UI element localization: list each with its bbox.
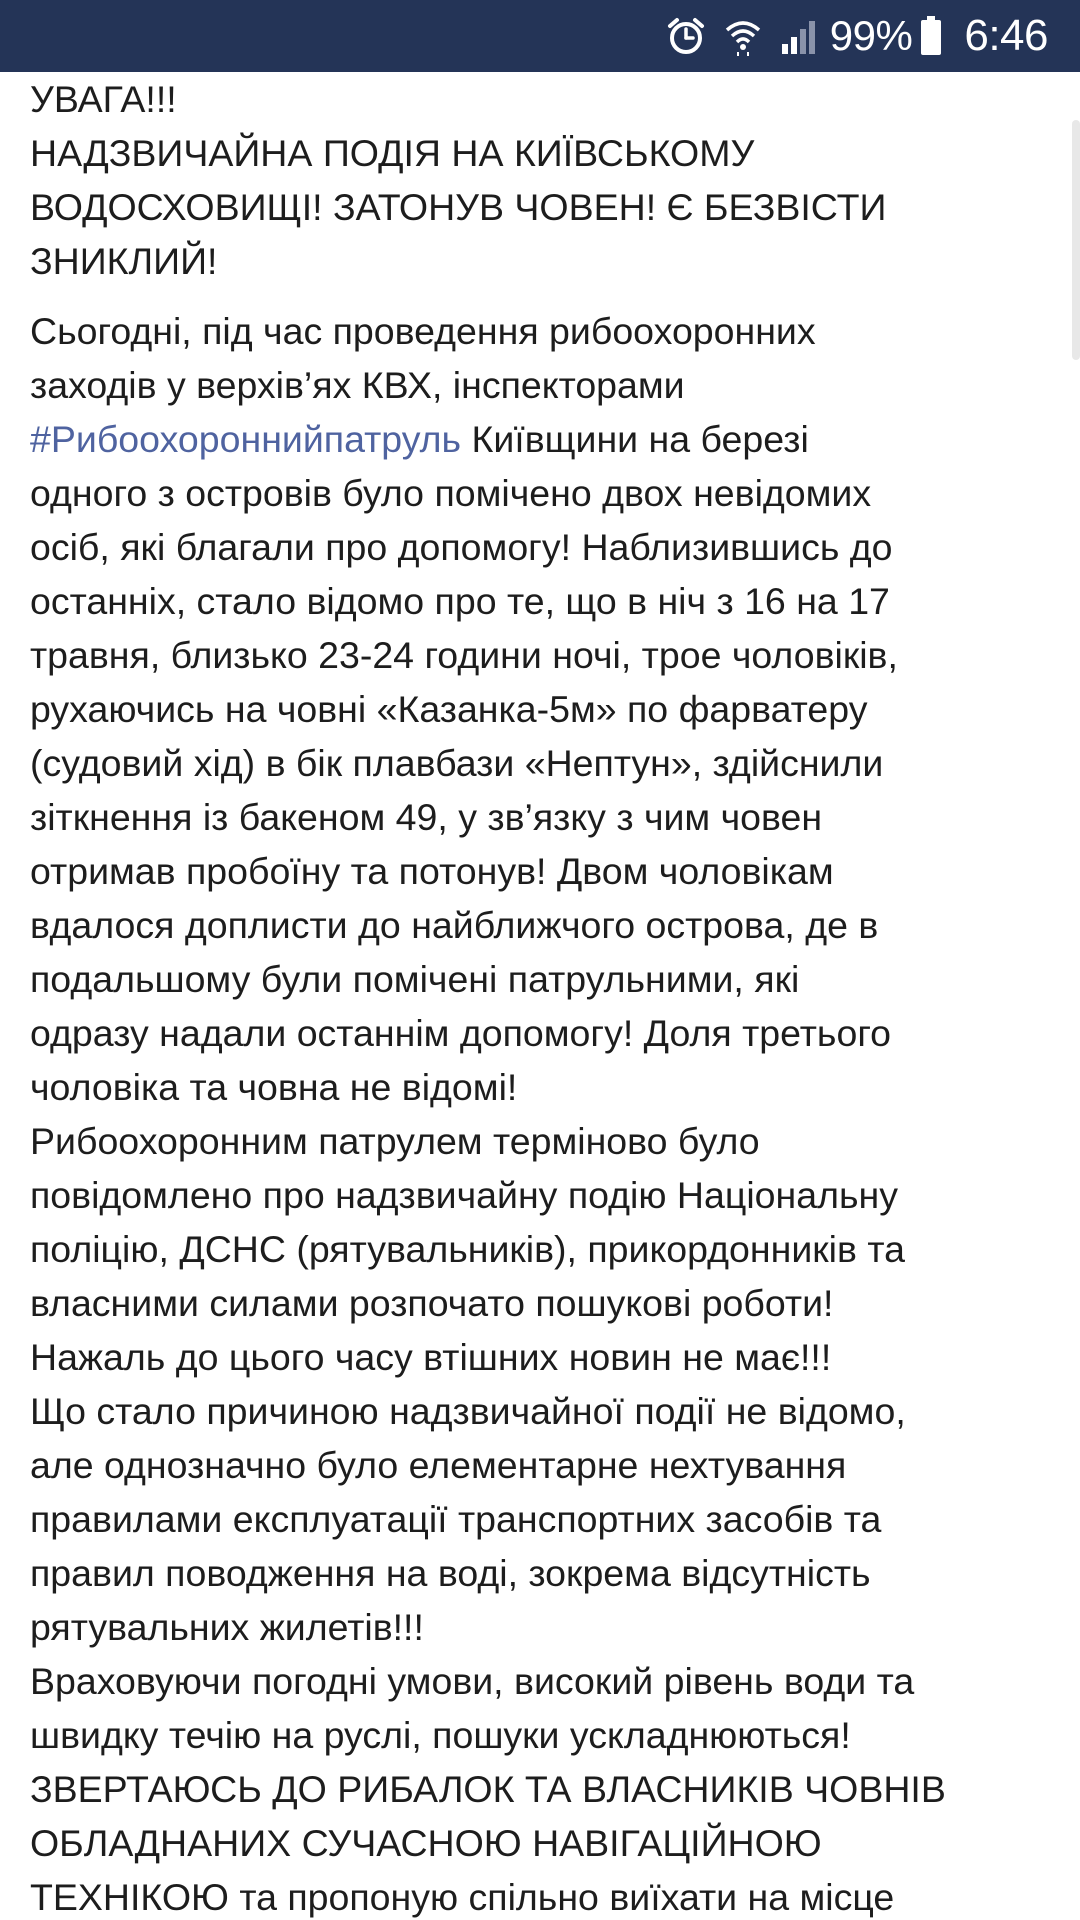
body-line: зіткнення із бакеном 49, у зв’язку з чим човен (30, 796, 823, 838)
body-line: Нажаль до цього часу втішних новин не має!!! (30, 1336, 832, 1378)
clock-time: 6:46 (964, 11, 1048, 60)
body-line: одного з островів було помічено двох невідомих (30, 472, 872, 514)
body-line: ТЕХНІКОЮ та пропоную спільно виїхати на місце (30, 1876, 895, 1918)
body-line: Враховуючи погодні умови, високий рівень води та (30, 1660, 915, 1702)
battery-icon (920, 16, 942, 56)
headline-line: УВАГА!!! (30, 78, 177, 120)
body-line: власними силами розпочато пошукові роботи! (30, 1282, 834, 1324)
body-lines (30, 466, 1060, 1920)
body-line: Сьогодні, під час проведення рибоохоронних (30, 310, 816, 352)
post-body (30, 304, 1060, 1920)
scrollbar[interactable] (1072, 120, 1080, 360)
body-line: останніх, стало відомо про те, що в ніч з 16 на 17 (30, 580, 890, 622)
battery-percent: 99% (829, 12, 913, 59)
body-line: вдалося доплисти до найближчого острова, де в (30, 904, 879, 946)
body-line: травня, близько 23-24 години ночі, трое чоловіків, (30, 634, 898, 676)
wifi-icon (724, 16, 762, 56)
body-line: рятувальних жилетів!!! (30, 1606, 424, 1648)
body-line: поліцію, ДСНС (рятувальників), прикордонників та (30, 1228, 905, 1270)
body-line-rest: Київщини на березі (461, 418, 809, 460)
body-line: заходів у верхів’ях КВХ, інспекторами (30, 364, 685, 406)
body-line: чоловіка та човна не відомі! (30, 1066, 518, 1108)
body-line: осіб, які благали про допомогу! Наблизившись до (30, 526, 893, 568)
post-headline (30, 72, 1060, 288)
headline-line: ЗНИКЛИЙ! (30, 240, 218, 282)
alarm-icon (666, 16, 706, 56)
body-line: рухаючись на човні «Казанка-5м» по фарватеру (30, 688, 868, 730)
headline-line: ВОДОСХОВИЩІ! ЗАТОНУВ ЧОВЕН! Є БЕЗВІСТИ (30, 186, 887, 228)
body-line: подальшому були помічені патрульними, які (30, 958, 800, 1000)
body-line: Що стало причиною надзвичайної події не відомо, (30, 1390, 906, 1432)
post-content (30, 72, 1060, 1920)
body-line: але однозначно було елементарне нехтування (30, 1444, 847, 1486)
body-line: правилами експлуатації транспортних засобів та (30, 1498, 882, 1540)
signal-icon (780, 18, 820, 54)
body-line: швидку течію на руслі, пошуки ускладнюються! (30, 1714, 851, 1756)
body-line: (судовий хід) в бік плавбази «Нептун», здійснили (30, 742, 884, 784)
body-line: повідомлено про надзвичайну подію Національну (30, 1174, 898, 1216)
body-line: одразу надали останнім допомогу! Доля третього (30, 1012, 892, 1054)
body-line: Рибоохоронним патрулем терміново було (30, 1120, 760, 1162)
headline-line: НАДЗВИЧАЙНА ПОДІЯ НА КИЇВСЬКОМУ (30, 132, 755, 174)
body-line: отримав пробоїну та потонув! Двом чоловікам (30, 850, 834, 892)
body-line-with-hashtag (30, 412, 1060, 466)
body-line: ОБЛАДНАНИХ СУЧАСНОЮ НАВІГАЦІЙНОЮ (30, 1822, 822, 1864)
hashtag-link[interactable]: #Рибоохороннийпатруль (30, 418, 462, 460)
status-bar (0, 0, 1080, 72)
body-line: правил поводження на воді, зокрема відсутність (30, 1552, 871, 1594)
body-line: ЗВЕРТАЮСЬ ДО РИБАЛОК ТА ВЛАСНИКІВ ЧОВНІВ (30, 1768, 946, 1810)
